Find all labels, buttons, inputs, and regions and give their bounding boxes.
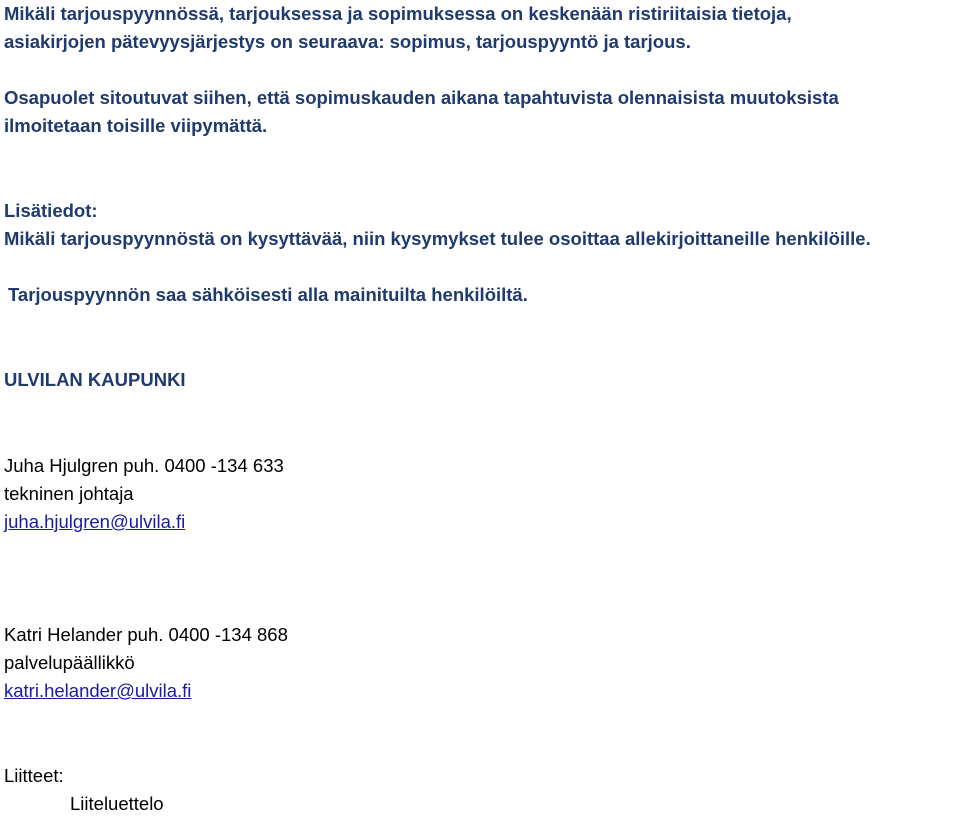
attachment-item: Liiteluettelo	[70, 793, 164, 814]
paragraph-2-line-2: ilmoitetaan toisille viipymättä.	[4, 115, 268, 136]
attachments-heading: Liitteet:	[4, 765, 64, 786]
contact-1-name-phone: Juha Hjulgren puh. 0400 -134 633	[4, 455, 284, 476]
contact-2-email-link[interactable]: katri.helander@ulvila.fi	[4, 680, 192, 701]
contact-1-title: tekninen johtaja	[4, 483, 134, 504]
contact-2-name-phone: Katri Helander puh. 0400 -134 868	[4, 624, 288, 645]
contact-1-email-link[interactable]: juha.hjulgren@ulvila.fi	[4, 511, 186, 532]
paragraph-2-line-1: Osapuolet sitoutuvat siihen, että sopimuskauden aikana tapahtuvista olennaisista muutoksista	[4, 87, 839, 108]
info-text-2: Tarjouspyynnön saa sähköisesti alla mainituilta henkilöiltä.	[8, 284, 528, 305]
paragraph-1-line-1: Mikäli tarjouspyynnössä, tarjouksessa ja sopimuksessa on keskenään ristiriitaisia tietoja,	[4, 3, 792, 24]
contact-1-email-line	[4, 510, 185, 534]
contact-2-title: palvelupäällikkö	[4, 652, 135, 673]
paragraph-1-line-2: asiakirjojen pätevyysjärjestys on seuraava: sopimus, tarjouspyyntö ja tarjous.	[4, 31, 691, 52]
info-text-1: Mikäli tarjouspyynnöstä on kysyttävää, niin kysymykset tulee osoittaa allekirjoittaneille henkilöille.	[4, 228, 871, 249]
info-heading: Lisätiedot:	[4, 200, 98, 221]
contact-2-email-line	[4, 679, 191, 703]
organization-name: ULVILAN KAUPUNKI	[4, 369, 186, 390]
